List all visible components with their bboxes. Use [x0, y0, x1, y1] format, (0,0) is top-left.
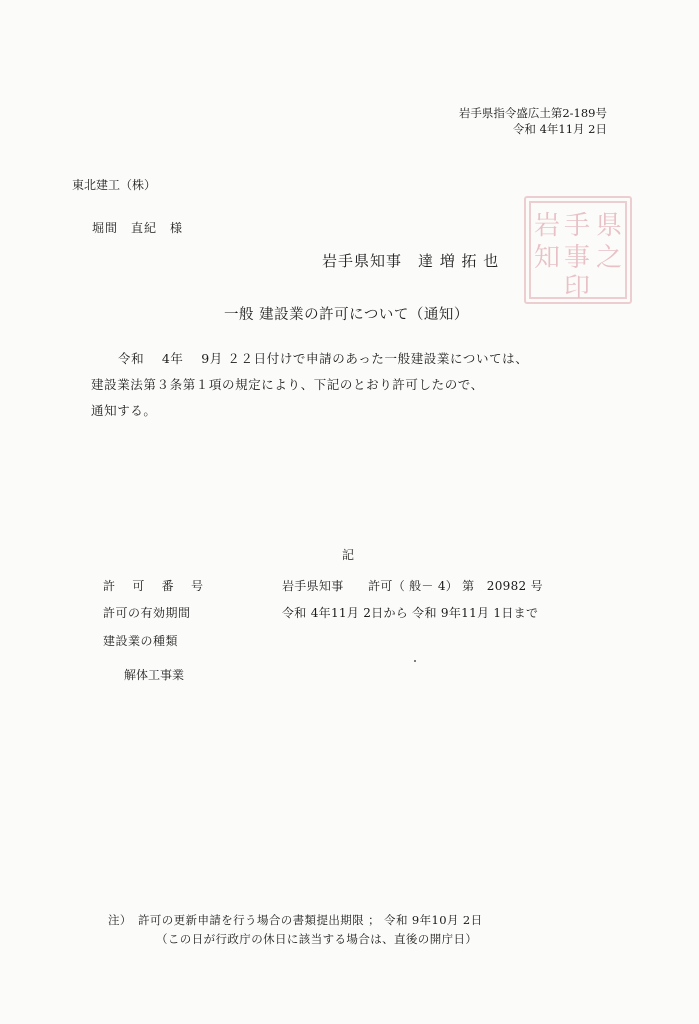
validity-period-label: 許可の有効期間 — [103, 606, 191, 620]
svg-text:之: 之 — [596, 243, 623, 273]
recipient-company: 東北建工（株） — [72, 178, 157, 192]
permit-number-value: 岩手県知事 許可（ 般－ 4） 第 20982 号 — [282, 579, 543, 593]
svg-text:県: 県 — [596, 211, 623, 241]
document-subject: 一般 建設業の許可について（通知） — [224, 307, 469, 323]
validity-period-value: 令和 4年11月 2日から 令和 9年11月 1日まで — [282, 606, 539, 620]
speck-mark — [414, 660, 416, 662]
record-heading: 記 — [342, 548, 355, 562]
svg-text:岩: 岩 — [534, 211, 561, 241]
official-seal — [524, 196, 632, 304]
note-line-2: （この日が行政庁の休日に該当する場合は、直後の開庁日） — [156, 932, 478, 946]
document-date: 令和 4年11月 2日 — [512, 122, 607, 136]
body-line-1: 令和 4年 9月 ２２日付けで申請のあった一般建設業については、 — [118, 351, 529, 366]
svg-text:事: 事 — [564, 243, 591, 273]
note-line-1: 注） 許可の更新申請を行う場合の書類提出期限 ； 令和 9年10月 2日 — [108, 913, 483, 927]
svg-text:手: 手 — [564, 211, 591, 241]
svg-text:印: 印 — [564, 273, 591, 302]
document-number: 岩手県指令盛広土第2-189号 — [458, 106, 607, 120]
body-line-3: 通知する。 — [91, 403, 157, 418]
body-line-2: 建設業法第３条第１項の規定により、下記のとおり許可したので、 — [91, 377, 484, 392]
seal-graphic — [526, 198, 630, 302]
svg-text:知: 知 — [534, 243, 561, 273]
business-type-value: 解体工事業 — [124, 668, 185, 682]
business-type-label: 建設業の種類 — [103, 634, 179, 648]
issuer-name: 岩手県知事 達 増 拓 也 — [322, 252, 500, 270]
recipient-person: 堀間 直紀 様 — [92, 221, 184, 235]
permit-number-label: 許 可 番 号 — [103, 579, 204, 593]
